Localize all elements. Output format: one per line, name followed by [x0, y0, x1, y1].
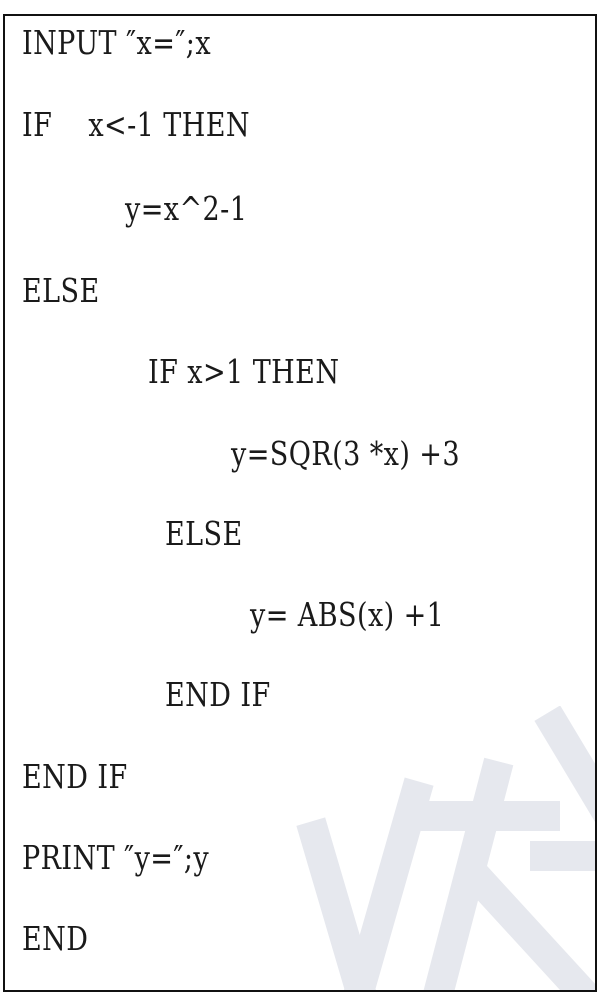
code-line-else-inner: ELSE — [165, 514, 243, 553]
code-line-assign-square: y=x^2-1 — [125, 189, 248, 228]
code-box — [3, 14, 597, 992]
code-line-end: END — [22, 919, 89, 958]
code-line-else-outer: ELSE — [22, 271, 100, 310]
watermark-logo-icon — [295, 706, 597, 992]
code-line-end-if-inner: END IF — [165, 675, 271, 714]
code-line-if-inner: IF x>1 THEN — [148, 352, 340, 391]
code-line-end-if-outer: END IF — [22, 757, 128, 796]
code-line-input: INPUT ″x=″;x — [22, 23, 212, 62]
code-line-if-outer: IF x<-1 THEN — [22, 105, 250, 144]
code-line-assign-abs: y= ABS(x) +1 — [250, 595, 445, 634]
code-line-print: PRINT ″y=″;y — [22, 838, 210, 877]
code-line-assign-sqr: y=SQR(3 *x) +3 — [231, 434, 461, 473]
